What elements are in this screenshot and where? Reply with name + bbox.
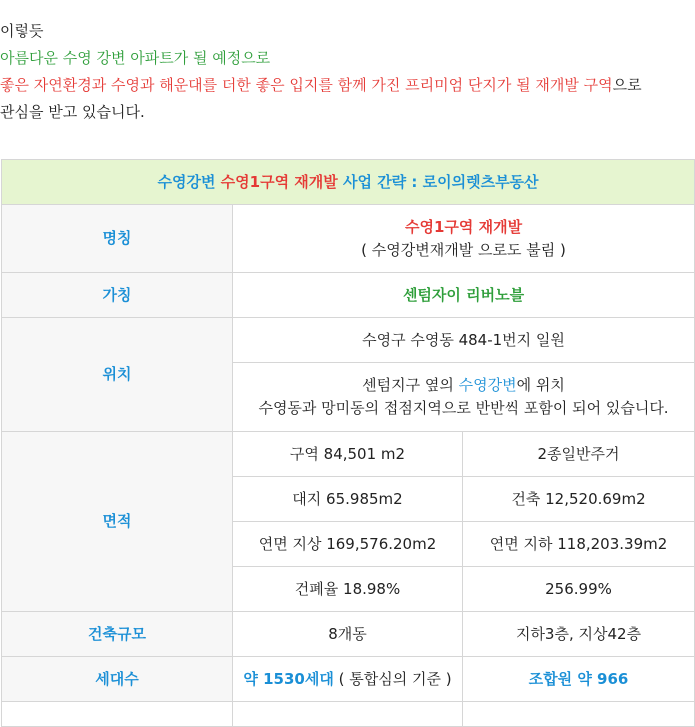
table-title-row bbox=[2, 160, 695, 205]
table-title-part-1: 수영강변 bbox=[157, 172, 221, 191]
name-label: 명칭 bbox=[2, 205, 233, 273]
location-address: 수영구 수영동 484-1번지 일원 bbox=[233, 318, 695, 363]
area-cell: 건축 12,520.69m2 bbox=[463, 477, 695, 522]
area-label: 면적 bbox=[2, 432, 233, 612]
alias-label: 가칭 bbox=[2, 273, 233, 318]
cutoff-cell bbox=[233, 702, 463, 727]
area-cell: 대지 65.985m2 bbox=[233, 477, 463, 522]
location-label: 위치 bbox=[2, 318, 233, 432]
name-value bbox=[233, 205, 695, 273]
project-summary-table bbox=[1, 159, 695, 727]
intro-text bbox=[0, 18, 695, 126]
table-title bbox=[2, 160, 695, 205]
table-row-scale bbox=[2, 612, 695, 657]
intro-line-4: 관심을 받고 있습니다. bbox=[0, 103, 145, 121]
area-cell: 연면 지상 169,576.20m2 bbox=[233, 522, 463, 567]
table-row-location-1 bbox=[2, 318, 695, 363]
cutoff-cell bbox=[463, 702, 695, 727]
location-line-1-pre: 센텀지구 옆의 bbox=[362, 376, 459, 394]
area-cell: 건폐율 18.98% bbox=[233, 567, 463, 612]
intro-line-1: 이렇듯 bbox=[0, 22, 44, 40]
households-value bbox=[233, 657, 463, 702]
scale-buildings: 8개동 bbox=[233, 612, 463, 657]
location-line-1 bbox=[239, 374, 688, 397]
name-sub: ( 수영강변재개발 으로도 불림 ) bbox=[361, 240, 566, 259]
table-title-part-2: 수영1구역 재개발 bbox=[220, 172, 338, 191]
name-main: 수영1구역 재개발 bbox=[404, 217, 523, 236]
location-link: 수영강변 bbox=[458, 376, 517, 394]
table-row-name bbox=[2, 205, 695, 273]
table-row-alias bbox=[2, 273, 695, 318]
area-cell: 2종일반주거 bbox=[463, 432, 695, 477]
scale-label: 건축규모 bbox=[2, 612, 233, 657]
alias-value: 센텀자이 리버노블 bbox=[233, 273, 695, 318]
table-title-part-3: 사업 간략 : 로이의렛츠부동산 bbox=[337, 172, 539, 191]
table-row-households bbox=[2, 657, 695, 702]
scale-floors: 지하3층, 지상42층 bbox=[463, 612, 695, 657]
area-cell: 구역 84,501 m2 bbox=[233, 432, 463, 477]
location-description bbox=[233, 363, 695, 432]
table-row-cutoff bbox=[2, 702, 695, 727]
area-cell: 연면 지하 118,203.39m2 bbox=[463, 522, 695, 567]
area-cell: 256.99% bbox=[463, 567, 695, 612]
intro-line-2: 아름다운 수영 강변 아파트가 될 예정으로 bbox=[0, 49, 271, 67]
cutoff-cell bbox=[2, 702, 233, 727]
intro-line-3 bbox=[0, 72, 695, 99]
intro-line-3-tail: 으로 bbox=[612, 76, 642, 94]
households-count: 약 1530세대 bbox=[243, 669, 334, 688]
location-line-2: 수영동과 망미동의 접점지역으로 반반씩 포함이 되어 있습니다. bbox=[258, 399, 669, 417]
households-note: ( 통합심의 기준 ) bbox=[333, 669, 452, 688]
members-value: 조합원 약 966 bbox=[463, 657, 695, 702]
households-label: 세대수 bbox=[2, 657, 233, 702]
location-line-1-post: 에 위치 bbox=[516, 376, 565, 394]
table-row-area-1 bbox=[2, 432, 695, 477]
intro-line-3-highlight: 좋은 자연환경과 수영과 해운대를 더한 좋은 입지를 함께 가진 프리미엄 단지가 될 재개발 구역 bbox=[0, 76, 613, 94]
